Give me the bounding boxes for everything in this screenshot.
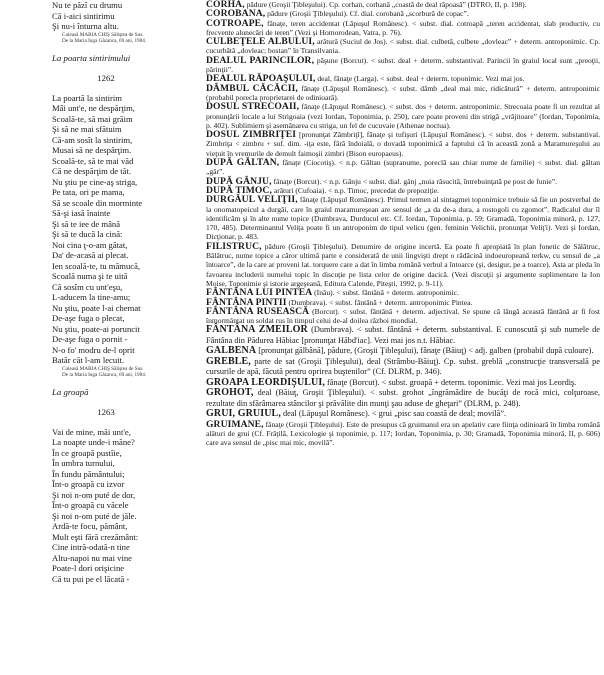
collector-note: Culeasă MARIA CHIŞ Săliştea de Sus. [62, 365, 144, 372]
collector-note: Culeasă MARIA CHIŞ Săliştea de Sus. [62, 31, 144, 38]
poem-verse-line: Poate-l dori orişicine [52, 563, 125, 573]
poem-verse-line: Altu-napoi nu mai vine [52, 552, 132, 563]
poem-verse-line: Nu ştiu, poate-ai poruncit [52, 323, 140, 334]
poem-title: La groapă [52, 386, 89, 397]
poem-verse-line: În ce groapă pustîie, [52, 447, 122, 458]
toponym-entry [206, 325, 600, 346]
spacer [0, 64, 202, 73]
poem-verse-line: Noi cina ţ-o-am gătat, [52, 239, 128, 250]
poem-verse-line: Să-şi iasă înainte [52, 208, 111, 218]
entry-headword: FÂNTÂNA LUI PINTEA [206, 287, 313, 299]
poem-verse-line: Că i-aici sintirimu [52, 10, 115, 21]
toponym-entry [206, 388, 600, 409]
toponym-entry [206, 242, 600, 288]
poem-verse-line: Musai să ne despărţim. [52, 145, 132, 155]
poem-verse-line: În umbra turnului, [52, 458, 115, 468]
entry-definition: pădure (Groşii Ţibleşului). Denumire de origine incertă. Ea poate fi apropiată în plan fonetic de Sălătruc, Bălătruc, nume topice a căror ultimă parte e considerată de unii lingvişti drept o rădăcină indoeuropeană terkw, cu sensul de „a întoarce”, de la care ar proveni lat. torquere care a dat în limba română verbul a întoarce (şi, desigur, pe a toarce). Asta ar pleda în favoarea includerii numelui topic în discuţie pe lista celor de origine dacică. (Vezi discuţii şi argumente suplimentare la Ion Moise, Toponimie şi istorie argeşeană, Editura Calende, Piteşti, 1992, p. 9-11). [206, 241, 600, 288]
entry-definition: arături (Cufoaia). < n.p. Timoc, precedat de prepoziţie. [273, 185, 440, 195]
poem-verse-line: Şi noi n-om puté de jăle. [52, 510, 137, 521]
collector-note: De la Maria Iuga Găzanca, 69 ani, 1984. [62, 371, 147, 378]
entry-headword: CULBEŢELE ALBULUI, [206, 36, 315, 48]
poem-verse-line: Să se scoale din morminte [52, 197, 143, 208]
entry-definition: pădure (Groşii Ţibleşului). Cp. corhan, corhană „coastă de deal răpoasă” (DTRO, II, p. 198). [246, 0, 527, 9]
entry-definition: fânaţe (Ciocotiş). < n.p. Găltan (supranume, poreclă sau chiar nume de familie) < subst. dial. găltan „găr”. [206, 158, 600, 177]
entry-definition: deal (Băiuţ, Groşii Ţibleşului). < subst. grohot „îngrămădire de bucăţi de rocă mici, colţuroase, rezultate din sfărâmarea stâncilor şi prăvălite din munţi şau aduse de gheţari” (DLRM, p. 248). [206, 388, 600, 408]
entry-definition: fânaţe (Lăpuşul Românesc). < subst. dos + determ. antroponimic. Strecoaia poate fi un rezultat al pronunţării locale a lui Strigoaia (vezi Iordan, Toponimia, p. 250), care poate proveni din strigă „vrăjitoare” (Iordan, Toponimia, p. 402). Sublimiem şi asemănarea cu striga, un fel de cucuvaie (Athenae noctua). [206, 102, 600, 130]
entry-headword: FÂNTÂNA PINTII [206, 296, 287, 308]
entry-headword: DÂMBUL CĂCĂCII, [206, 82, 298, 94]
toponym-entry [206, 378, 600, 389]
spacer [0, 378, 202, 387]
entry-definition: (Inău). < subst. fântână + determ. antroponimic. [314, 288, 459, 298]
poem-title: La poarta sintirimului [52, 52, 131, 63]
toponym-entry [206, 102, 600, 130]
spacer [0, 84, 202, 93]
entry-headword: DOSUL ZIMBRIŢEI [206, 129, 297, 141]
toponym-entry [206, 357, 600, 378]
toponym-entry [206, 37, 600, 56]
entry-definition: pădure (Groşii Ţibleşului). Cf. dial. corobană „scorbură de copac”. [267, 9, 469, 19]
entry-definition: fânaţe, teren accidentat (Lăpuşul Românesc). < subst. dial. cotroapă „teren accidentat, slab productiv, cu frecvente alunecări de teren” (Vezi şi Homorodean, Vatra, p. 76). [206, 18, 600, 37]
poem-verse-line: N-o fo' modru de-l oprit [52, 344, 135, 355]
poem-verse-line: Scoală-te, să te mai văd [52, 155, 134, 166]
poem-verse-line: Ien scoală-te, tu mămucă, [52, 260, 141, 271]
poem-verse-line: La noapte unde-i măne? [52, 437, 135, 447]
poem-verse-line: Scoală numa şi te uită [52, 271, 128, 281]
toponym-entry [206, 420, 600, 448]
toponym-entry [206, 19, 600, 38]
entry-definition: (Dumbrava). < subst. fântână + determ. substantival. E cunoscută şi sub numele de Fântâna din Pădurea Hăbiac [pronunţat Hăbd'iac]. Vezi mai jos n.t. Hăbiac. [206, 325, 600, 345]
entry-headword: DUPĂ GÂNJU, [206, 175, 272, 187]
entry-headword: COROBANA, [206, 8, 266, 20]
poem-verse-line: De-aşe fuga o plecat, [52, 313, 125, 323]
entry-definition: fânaţe (Borcut). < n.p. Gânju < subst. dial. gânj „nuia răsucită, întrebuinţată pe post de funie”. [273, 176, 557, 186]
entry-headword: FÂNTÂNA RUSEASCĂ [206, 305, 310, 317]
entry-headword: DUPĂ TIMOC, [206, 184, 272, 196]
toponym-entry [206, 9, 600, 18]
toponym-entry [206, 158, 600, 177]
entry-definition: fânaţe (Groşii Ţibleşului). Este de presupus că gruimanul era un apelativ care fiinţa odinioară în limba română alături de grui (Cf. Frăţilă, Lexicologie şi toponimie, p. 117; Iordan, Toponimia, p. 30; Gramadă, Toponimia minoră, II, p. 606) care ava sensul de „pisc mai mic, movilă”. [206, 419, 600, 448]
poem-verse-line: Şi să te iee de mână [52, 218, 121, 229]
poetry-column [0, 0, 202, 675]
poem-verse-line: Şi nu-i înturna altu. [52, 21, 119, 31]
entry-headword: GALBENA [206, 345, 257, 357]
entry-headword: DURGĂUL VELIŢII, [206, 194, 298, 206]
entry-definition: fânaţe (Lăpuşul Românesc). < subst. dâmb „deal mai mic, ridicătură” + determ. antroponimic (probabil porecla proprietarei de odinioară). [206, 83, 600, 102]
entry-definition: [pronunţat Zămbriţî], fânaţe şi tufişuri (Lăpuşul Românesc). < subst. dos + determ. substantival. Zimbriţa < zimbru + suf. dim. -iţa este, fără îndoială, o dovadă toponimică a faptului că în această zonă a Maramureşului au vieţuit în vremurile de demult faimoşii zimbri (Bison europaeus). [206, 130, 600, 158]
entry-definition: deal, fânaţe (Larga). < subst. deal + determ. toponimic. Vezi mai jos. [317, 74, 525, 84]
entry-headword: DOSUL STRECOAII, [206, 101, 300, 113]
entry-headword: GRUI, GRUIUL, [206, 408, 281, 420]
entry-headword: DUPĂ GĂLTAN, [206, 157, 280, 169]
poem-verse-line: L-aducem la tine-amu; [52, 292, 131, 302]
entry-definition: (Borcut). < subst. fântână + determ. adjectival. Se spune că lângă această fântână ar fi fost înmormântat un soldat rus în timpul celui de-al doilea război mondial. [206, 306, 600, 326]
poem-verse-line: Şi să ne mai sfătuim [52, 124, 122, 134]
toponym-entry [206, 409, 600, 420]
poem-verse-line: Că-am sosît la sintirim, [52, 134, 133, 145]
entry-definition: [pronunţat gălbână], pădure, (Groşii Ţibleşului), fânaţe (Băiuţ) < adj. galben (probabil după culoare). [258, 346, 594, 356]
entry-headword: FÂNTÂNA ZMEILOR [206, 324, 308, 336]
entry-definition: (Dumbrava). < subst. fântână + determ. antroponimic Pintea. [288, 297, 473, 307]
entry-headword: GRUIMANE, [206, 418, 264, 430]
entry-headword: FILISTRUC, [206, 240, 262, 252]
spacer [0, 398, 202, 407]
poem-verse-line: Nu ştiu pe cine-aş striga, [52, 176, 138, 187]
poem-verse-line: Ardă-te focu, pământ, [52, 521, 128, 531]
poem-verse-line: Da' de-acasă ai plecat. [52, 250, 129, 260]
poem-verse-line: Scoală-te, să mai grăim [52, 113, 133, 124]
entry-definition: deal (Lăpuşul Românesc). < grui „pisc sau coastă de deal; movilă”. [283, 409, 507, 419]
poem-verse-line: Nu ştiu, poate l-ai chemat [52, 302, 141, 313]
toponym-entry [206, 84, 600, 103]
toponym-entry [206, 56, 600, 75]
poem-verse-line: Înt-o groapă cu văcele [52, 500, 129, 510]
poem-verse-line: Batăr căt l-am lecuit. [52, 355, 125, 365]
entry-headword: GROHOT, [206, 387, 254, 399]
entry-definition: păşune (Borcut). < subst. deal + determ. substantival. Parincii în graiul local sunt „preoţii, părinţii”. [206, 55, 600, 75]
poem-verse-line: Nu te păzî cu drumu [52, 0, 123, 10]
poem-verse-line: Pe tata, ori pe mama, [52, 187, 125, 197]
entry-definition: arătură (Suciul de Jos). < subst. dial. culbetă, culbete „dovleac” + determ. antroponimic. Cp. cucurbătă „dovleac; bostan” în Transilvania. [206, 37, 600, 56]
poem-number: 1263 [97, 406, 115, 417]
toponym-entry [206, 195, 600, 241]
spacer [0, 418, 202, 427]
poem-verse-line: Că sosîm cu unt'eşu, [52, 281, 123, 292]
poem-verse-line: Că tu pui pe el lăcată - [52, 573, 130, 584]
toponym-entry [206, 130, 600, 158]
entry-headword: DEALUL PARINCILOR, [206, 54, 315, 66]
poem-verse-line: De-aşe fuga o pornit - [52, 334, 128, 344]
poem-verse-line: Cine intră-odată-n tine [52, 542, 130, 552]
toponym-entry [206, 307, 600, 326]
poem-number: 1262 [97, 72, 115, 83]
entry-definition: fânaţe (Lăpuşul Românesc). Primul termen al sintagmei toponimice trebuie să fie un postverbal de la onomatopeicul a durgăi, care în graiul maramureşean are sensul de „a da de-a dura, a rostogoli cu zgomot”. Radicalul dur îl identificăm şi în alte nume topice (Dumbrava, Durducul etc. Cf. Iordan, Toponimia, p. 59; Gramadă, Toponimia minoră, p. 127, 170, 485). Determinantul Veliţa poate fi un antroponim de tipul velicu (gen. feminin Velichii, pronunţat Veliţ'i). Vezi şi Iordan, Dicţionar, p. 483. [206, 195, 600, 242]
poem-verse-line: Mult eşti fără crezământ: [52, 531, 139, 542]
entry-headword: GROAPA LEORDIŞULUI, [206, 376, 325, 388]
toponym-dictionary-column [202, 0, 600, 675]
toponym-entry [206, 346, 600, 357]
entry-definition: parte de sat (Groşii Ţibleşului), deal (Strâmbu-Băiuţ). Cp. subst. greblă „construcţie transversală pe cursurile de apă, făcută pentru oprirea buştenilor” (Cf. DLRM, p. 346). [206, 356, 600, 377]
entry-definition: fânaţe (Borcut). < subst. groapă + determ. toponimic. Vezi mai jos Leordiş. [327, 377, 577, 387]
poem-verse-line: Vai de mine, măi unt'e, [52, 426, 131, 437]
poem-verse-line: Şi să te ducă la cină: [52, 229, 123, 239]
poem-verse-line: La poartă la sintirim [52, 92, 122, 103]
entry-headword: DEALUL RĂPOAŞULUI, [206, 73, 316, 85]
spacer [0, 44, 202, 53]
poem-verse-line: Şi noi n-om puté de dor, [52, 489, 136, 500]
poem-verse-line: Înt-o groapă cu izvor [52, 479, 125, 489]
entry-headword: CORHA, [206, 0, 245, 10]
entry-headword: GREBLE, [206, 355, 251, 367]
entry-headword: COTROAPE, [206, 17, 264, 29]
collector-note: De la Maria Iuga Găzanca, 69 ani, 1984. [62, 37, 147, 44]
poem-verse-line: Că ne despărţim de tăt. [52, 166, 131, 176]
poem-verse-line: Mâi unt'e, ne despărţim, [52, 103, 135, 113]
poem-verse-line: În fundu pământului; [52, 468, 125, 479]
